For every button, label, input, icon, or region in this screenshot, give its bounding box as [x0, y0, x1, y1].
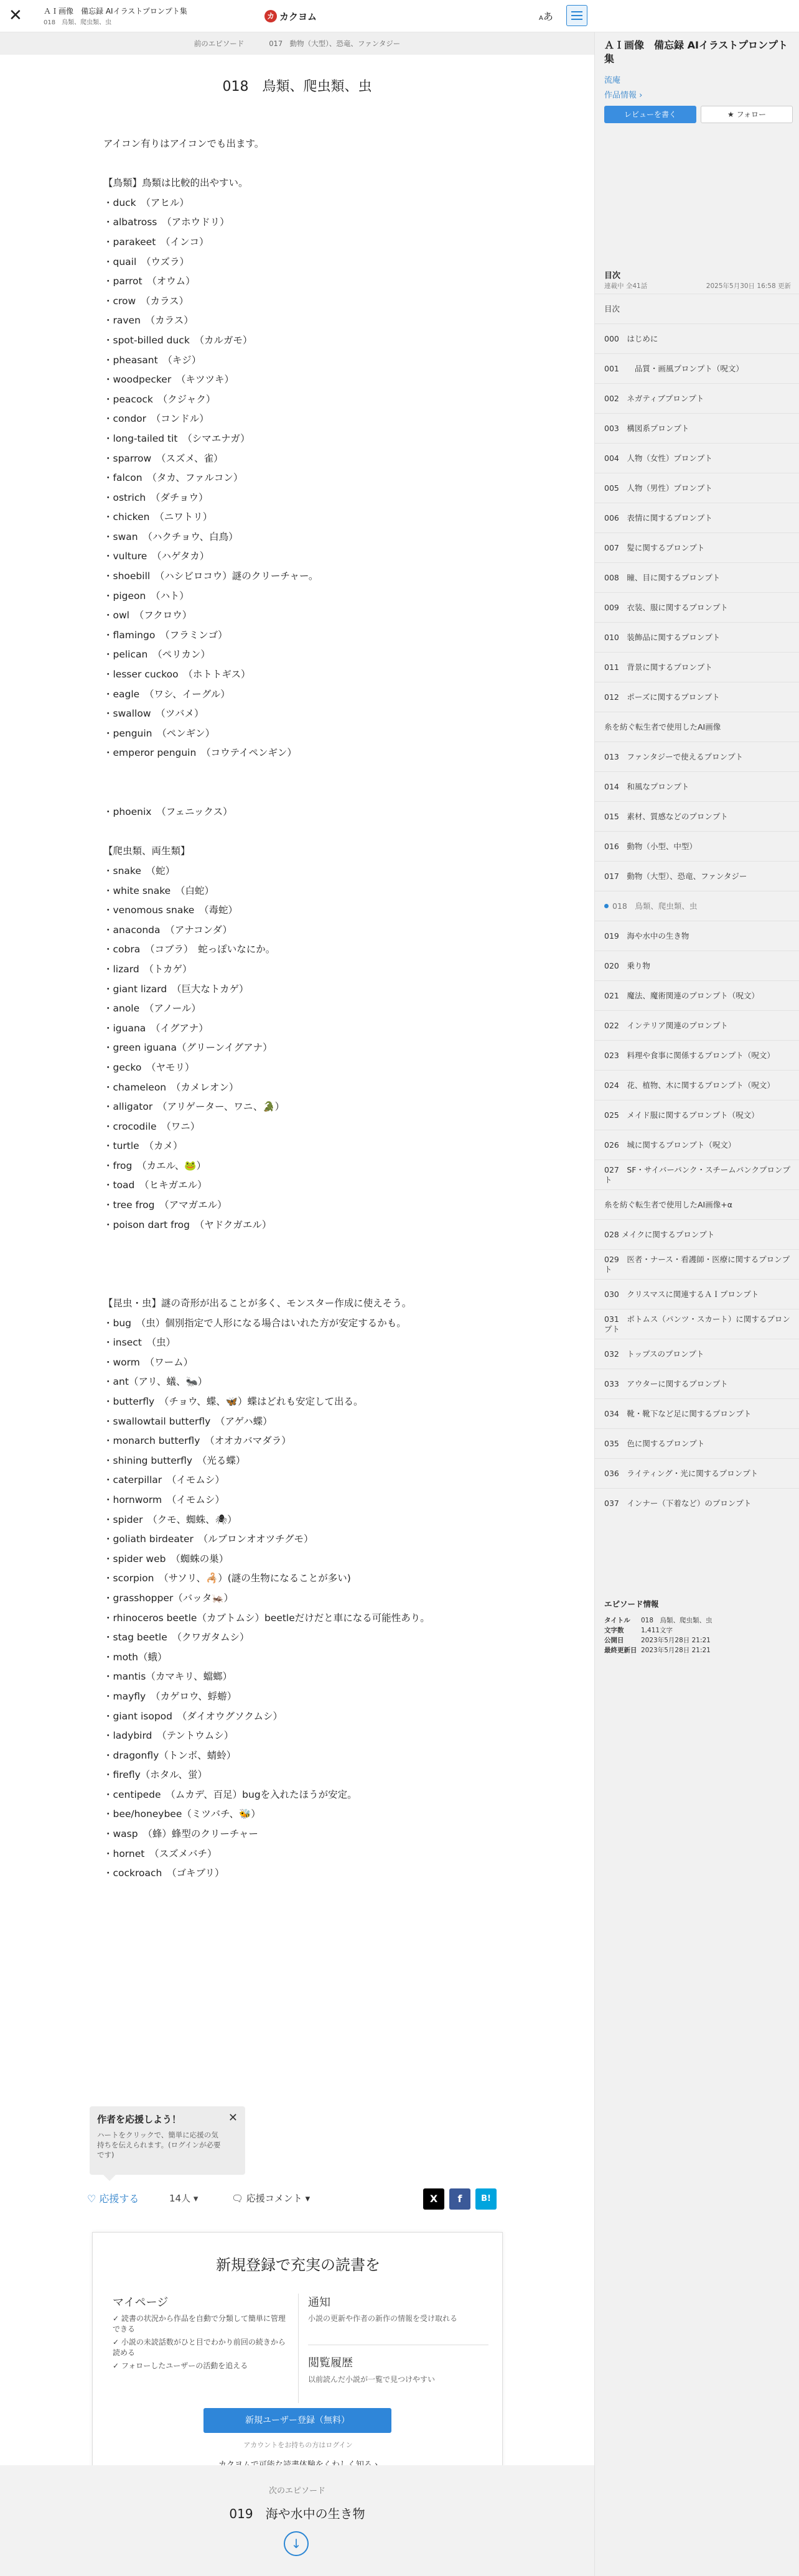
body-line: ・raven （カラス） [103, 315, 194, 327]
body-line: ・poison dart frog （ヤドクガエル） [103, 1219, 272, 1230]
toc-item[interactable] [595, 771, 799, 801]
body-line: ・phoenix （フェニックス） [103, 806, 233, 818]
toc-item-label: 007 髪に関するプロンプト [604, 542, 705, 552]
toc-item[interactable] [595, 801, 799, 831]
toc-item[interactable] [595, 1189, 799, 1219]
history-heading: 閲覧履歴 [308, 2356, 353, 2369]
episode-info-label: タイトル [604, 1617, 630, 1624]
body-line: ・goliath birdeater （ルブロンオオツチグモ） [103, 1533, 314, 1545]
toc-item-label: 022 インテリア関連のプロンプト [604, 1020, 728, 1030]
body-line: ・turtle （カメ） [103, 1140, 183, 1152]
toc-item[interactable] [595, 891, 799, 921]
sidebar [594, 32, 799, 2576]
episode-body [103, 134, 502, 1884]
toc-item-label: 012 ポーズに関するプロンプト [604, 692, 720, 702]
body-line: ・gecko （ヤモリ） [103, 1061, 195, 1073]
body-line: ・bug （虫）個別指定で人形になる場合はいれた方が安定するかも。 [103, 1317, 406, 1329]
body-line: ・sparrow （スズメ、雀） [103, 452, 223, 464]
body-line: ・long-tailed tit （シマエナガ） [103, 432, 250, 444]
toc-status: 連載中 全41話 [604, 282, 648, 290]
arrow-down-icon[interactable]: ↓ [284, 2531, 309, 2556]
body-line: アイコン有りはアイコンでも出ます。 [103, 138, 264, 149]
work-title[interactable]: ＡＩ画像 備忘録 AIイラストプロンプト集 [604, 39, 788, 65]
body-line: ・swallow （ツバメ） [103, 708, 204, 720]
mypage-item: ✓ 読書の状況から作品を自動で分類して簡単に管理できる [113, 2314, 286, 2333]
body-line: ・parrot （オウム） [103, 276, 195, 287]
tooltip-tail [103, 2175, 116, 2181]
toc-item[interactable] [595, 861, 799, 891]
cheer-tooltip [90, 2106, 245, 2175]
body-line: 【爬虫類、両生類】 [103, 845, 190, 857]
body-line: ・green iguana（グリーンイグアナ） [103, 1042, 273, 1054]
toc-item-label: 糸を紡ぐ転生者で使用したAI画像+α [604, 1199, 732, 1209]
toc-item-label: 037 インナー（下着など）のプロンプト [604, 1498, 752, 1508]
body-line: ・tree frog （アマガエル） [103, 1199, 227, 1211]
cheer-count[interactable]: 14人 ▾ [169, 2193, 199, 2204]
toc-item-label: 026 城に関するプロンプト（呪文） [604, 1140, 736, 1150]
hamburger-menu-icon[interactable] [566, 5, 587, 26]
toc-item[interactable] [595, 383, 799, 413]
toc-item[interactable] [595, 1249, 799, 1279]
logo-mark-icon: カ [264, 10, 277, 22]
body-line: ・wasp （蜂）蜂型のクリーチャー [103, 1828, 258, 1840]
body-line: ・condor （コンドル） [103, 413, 209, 425]
body-line: ・swan （ハクチョウ、白鳥） [103, 531, 238, 542]
toc-item-label: 029 医者・ナース・看護師・医療に関するプロンプト [604, 1254, 790, 1274]
episode-nav-bar [0, 32, 594, 55]
body-line: ・worm （ワーム） [103, 1356, 194, 1368]
toc-item-label: 035 色に関するプロンプト [604, 1438, 705, 1448]
toc-item-label: 024 花、植物、木に関するプロンプト（呪文） [604, 1080, 775, 1090]
body-line: ・white snake （白蛇） [103, 885, 214, 896]
toc-item[interactable] [595, 1369, 799, 1398]
register-title: 新規登録で充実の読書を [216, 2256, 380, 2274]
toc-item-label: 015 素材、質感などのプロンプト [604, 811, 728, 821]
body-line: ・eagle （ワシ、イーグル） [103, 688, 230, 700]
body-line: ・parakeet （インコ） [103, 236, 209, 248]
work-title-header[interactable]: ＡＩ画像 備忘録 AIイラストプロンプト集 [44, 7, 187, 16]
toc-item[interactable] [595, 1070, 799, 1100]
notify-text: 小説の更新や作者の新作の情報を受け取れる [308, 2314, 458, 2323]
cheer-title: 作者を応援しよう！ [97, 2114, 182, 2125]
body-line: ・butterfly （チョウ、蝶、🦋）蝶はどれも安定して出る。 [103, 1396, 363, 1407]
toc-item-label: 025 メイド服に関するプロンプト（呪文） [604, 1110, 759, 1120]
body-line: ・ostrich （ダチョウ） [103, 491, 208, 503]
body-line: ・grasshopper（バッタ🦗） [103, 1592, 234, 1604]
toc-item-label: 006 表情に関するプロンプト [604, 513, 713, 523]
body-line: ・insect （虫） [103, 1337, 176, 1349]
toc-item-label: 004 人物（女性）プロンプト [604, 453, 713, 463]
body-line: ・crow （カラス） [103, 295, 189, 307]
body-line: ・peacock （クジャク） [103, 393, 216, 405]
body-line: ・pheasant （キジ） [103, 354, 202, 366]
body-line: ・ladybird （テントウムシ） [103, 1730, 234, 1742]
font-size-button[interactable] [539, 9, 553, 23]
blank-line [103, 822, 502, 842]
toc-item[interactable] [595, 652, 799, 682]
body-line: ・crocodile （ワニ） [103, 1120, 200, 1132]
login-link[interactable]: アカウントをお持ちの方はログイン [243, 2441, 353, 2449]
x-share-icon[interactable]: X [423, 2188, 444, 2210]
review-button[interactable]: レビューを書く [604, 106, 696, 123]
toc-item[interactable] [595, 323, 799, 353]
toc-item[interactable] [595, 532, 799, 562]
top-header [0, 0, 799, 32]
body-line: ・hornworm （イモムシ） [103, 1494, 225, 1505]
body-line: 【昆虫・虫】謎の奇形が出ることが多く、モンスター作成に使えそう。 [103, 1298, 412, 1309]
body-line: ・spider （クモ、蜘蛛、🕷） [103, 1514, 237, 1525]
mypage-heading: マイページ [113, 2296, 169, 2309]
facebook-share-icon[interactable]: f [449, 2188, 470, 2210]
toc-item-label: 005 人物（男性）プロンプト [604, 483, 713, 493]
body-line: ・chicken （ニワトリ） [103, 511, 213, 523]
toc-item-label: 034 靴・靴下など足に関するプロンプト [604, 1408, 752, 1418]
toc-item-label: 023 料理や食事に関係するプロンプト（呪文） [604, 1050, 775, 1060]
toc-item[interactable] [595, 503, 799, 532]
episode-info-value: 2023年5月28日 21:21 [641, 1647, 711, 1654]
toc-item-label: 目次 [604, 304, 620, 314]
body-line: ・rhinoceros beetle（カブトムシ）beetleだけだと車になる可能性あり。 [103, 1612, 430, 1624]
body-line: ・chameleon （カメレオン） [103, 1081, 239, 1093]
body-line: ・toad （ヒキガエル） [103, 1179, 207, 1191]
body-line: ・giant lizard （巨大なトカゲ） [103, 983, 249, 995]
toc-item-label: 016 動物（小型、中型） [604, 841, 697, 851]
toc-item[interactable] [595, 1309, 799, 1339]
body-line: ・pelican （ペリカン） [103, 649, 210, 661]
body-line: ・snake （蛇） [103, 865, 175, 876]
toc-item-label: 014 和風なプロンプト [604, 781, 689, 791]
body-line: ・iguana （イグアナ） [103, 1022, 208, 1034]
notify-heading: 通知 [308, 2296, 330, 2309]
toc-item[interactable] [595, 1219, 799, 1249]
episode-info-heading: エピソード情報 [604, 1599, 659, 1609]
toc-item[interactable] [595, 1488, 799, 1518]
toc-item-label: 018 鳥類、爬虫類、虫 [612, 901, 698, 911]
toc-item[interactable] [595, 1398, 799, 1428]
body-line: ・swallowtail butterfly （アゲハ蝶） [103, 1415, 273, 1427]
kakuyomu-logo[interactable] [264, 9, 317, 24]
episode-subtitle-header: 018 鳥類、爬虫類、虫 [44, 19, 112, 26]
body-line: ・duck （アヒル） [103, 197, 189, 208]
body-line: ・caterpillar （イモムシ） [103, 1474, 225, 1486]
body-line: ・dragonfly（トンボ、蜻蛉） [103, 1749, 236, 1761]
toc-item-label: 糸を紡ぐ転生者で使用したAI画像 [604, 722, 721, 732]
toc-item-label: 033 アウターに関するプロンプト [604, 1379, 728, 1388]
body-line: ・pigeon （ハト） [103, 590, 189, 602]
body-line: ・venomous snake （毒蛇） [103, 904, 238, 916]
episode-info-value: 2023年5月28日 21:21 [641, 1637, 711, 1644]
body-line: ・shoebill （ハシビロコウ）謎のクリーチャー。 [103, 570, 319, 582]
toc-item-label: 031 ボトムス（パンツ・スカート）に関するプロンプト [604, 1314, 790, 1334]
body-line: ・falcon （タカ、ファルコン） [103, 472, 243, 484]
toc-item[interactable] [595, 1100, 799, 1130]
episode-info-label: 文字数 [604, 1627, 624, 1634]
body-line: ・cobra （コブラ） 蛇っぽいなにか。 [103, 944, 276, 956]
toc-item-label: 008 瞳、目に関するプロンプト [604, 572, 721, 582]
blank-line [103, 1255, 502, 1275]
toc-item-label: 000 はじめに [604, 333, 658, 343]
toc-item[interactable] [595, 712, 799, 742]
next-episode-label: 次のエピソード [268, 2486, 325, 2496]
episode-info-label: 最終更新日 [604, 1647, 637, 1654]
toc-heading: 目次 [604, 271, 621, 281]
toc-item[interactable] [595, 1339, 799, 1369]
episode-info-label: 公開日 [604, 1637, 624, 1644]
cheer-button[interactable]: ♡ 応援する [87, 2193, 139, 2205]
logo-text: カクヨム [279, 11, 317, 22]
toc-list [595, 294, 799, 1518]
font-small-glyph: A [539, 15, 543, 22]
toc-item-label: 017 動物（大型）、恐竜、ファンタジー [604, 871, 747, 881]
body-line: ・anole （アノール） [103, 1003, 201, 1015]
toc-item[interactable] [595, 1130, 799, 1160]
font-large-glyph: あ [543, 11, 553, 22]
toc-item-label: 020 乗り物 [604, 960, 650, 970]
body-line: ・albatross （アホウドリ） [103, 216, 230, 228]
toc-item[interactable] [595, 980, 799, 1010]
next-episode-section [0, 2465, 594, 2576]
toc-updated: 2025年5月30日 16:58 更新 [706, 282, 791, 290]
episode-main [0, 55, 594, 2465]
cheer-comment-button[interactable]: 🗨 応援コメント ▾ [231, 2193, 311, 2204]
body-line: ・lizard （トカゲ） [103, 963, 192, 975]
body-line: ・moth（蛾） [103, 1651, 167, 1663]
body-line: ・woodpecker （キツツキ） [103, 374, 234, 386]
body-line: ・shining butterfly （光る蝶） [103, 1454, 246, 1466]
body-line: ・vulture （ハゲタカ） [103, 551, 210, 562]
toc-item[interactable] [595, 443, 799, 473]
episode-title: 018 鳥類、爬虫類、虫 [222, 79, 372, 95]
prev-episode-title[interactable]: 017 動物（大型）、恐竜、ファンタジー [269, 39, 401, 48]
next-episode-title[interactable]: 019 海や水中の生き物 [229, 2506, 365, 2521]
toc-item-label: 002 ネガティブプロンプト [604, 393, 704, 403]
toc-item[interactable] [595, 562, 799, 592]
cheer-text: ハートをクリックで、簡単に応援の気持ちを伝えられます。(ログインが必要です) [97, 2131, 221, 2159]
body-line: ・emperor penguin （コウテイペンギン） [103, 747, 297, 759]
follow-button[interactable]: ★ フォロー [701, 106, 793, 123]
toc-item[interactable] [595, 592, 799, 622]
toc-item[interactable] [595, 413, 799, 443]
toc-item[interactable] [595, 353, 799, 383]
toc-item-label: 027 SF・サイバーパンク・スチームパンクプロンプト [604, 1165, 790, 1184]
body-line: ・scorpion （サソリ、🦂）(謎の生物になることが多い) [103, 1573, 351, 1584]
blank-line [103, 1274, 502, 1294]
body-line: ・centipede （ムカデ、百足）bugを入れたほうが安定。 [103, 1788, 357, 1800]
body-line: ・alligator （アリゲーター、ワニ、🐊） [103, 1101, 285, 1113]
toc-item-label: 036 ライティング・光に関するプロンプト [604, 1468, 759, 1478]
episode-info-value: 018 鳥類、爬虫類、虫 [641, 1617, 713, 1624]
mypage-item: ✓ 小説の未読話数がひと目でわかり前回の続きから読める [113, 2338, 286, 2357]
toc-item-label: 001 品質・画風プロンプト（呪文） [604, 363, 744, 373]
toc-item[interactable] [595, 682, 799, 712]
toc-item-label: 013 ファンタジーで使えるプロンプト [604, 751, 744, 761]
body-line: ・monarch butterfly （オオカバマダラ） [103, 1435, 291, 1447]
body-line: 【鳥類】鳥類は比較的出やすい。 [103, 177, 248, 189]
toc-item-label: 021 魔法、魔術関連のプロンプト（呪文） [604, 990, 759, 1000]
blank-line [103, 783, 502, 803]
toc-item[interactable] [595, 1428, 799, 1458]
toc-item[interactable] [595, 951, 799, 980]
episode-actions [87, 2188, 504, 2207]
toc-item-label: 028 メイクに関するプロンプト [604, 1229, 715, 1239]
body-line: ・bee/honeybee（ミツバチ、🐝） [103, 1808, 261, 1820]
register-card [92, 2232, 503, 2493]
prev-episode-link[interactable]: 前のエピソード [194, 39, 245, 48]
toc-item[interactable] [595, 1160, 799, 1189]
body-line: ・ant（アリ、蟻、🐜） [103, 1376, 208, 1388]
hatena-share-icon[interactable]: B! [475, 2188, 497, 2210]
toc-item[interactable] [595, 831, 799, 861]
body-line: ・frog （カエル、🐸） [103, 1160, 207, 1171]
episode-info-value: 1,411文字 [641, 1627, 673, 1634]
body-line: ・stag beetle （クワガタムシ） [103, 1632, 250, 1644]
toc-item[interactable] [595, 1458, 799, 1488]
body-line: ・cockroach （ゴキブリ） [103, 1867, 225, 1879]
close-icon[interactable]: ✕ [228, 2111, 238, 2124]
author-link[interactable]: 流庵 [604, 76, 621, 85]
body-line: ・flamingo （フラミンゴ） [103, 629, 228, 641]
toc-item[interactable] [595, 294, 799, 323]
toc-item[interactable] [595, 1279, 799, 1309]
toc-item[interactable] [595, 1010, 799, 1040]
body-line: ・penguin （ペンギン） [103, 727, 215, 739]
work-info-link[interactable]: 作品情報 › [604, 91, 643, 100]
body-line: ・firefly（ホタル、蛍） [103, 1769, 208, 1781]
body-line: ・mantis（カマキリ、蟷螂） [103, 1671, 233, 1683]
divider [298, 2294, 299, 2403]
body-line: ・spot-billed duck （カルガモ） [103, 334, 253, 346]
toc-item-label: 030 クリスマスに関連するＡＩプロンプト [604, 1289, 759, 1299]
toc-item-label: 032 トップスのプロンプト [604, 1349, 704, 1359]
toc-item-label: 003 構図系プロンプト [604, 423, 689, 433]
toc-item[interactable] [595, 742, 799, 771]
toc-item[interactable] [595, 473, 799, 503]
toc-item[interactable] [595, 622, 799, 652]
body-line: ・giant isopod （ダイオウグソクムシ） [103, 1710, 283, 1722]
register-button[interactable]: 新規ユーザー登録（無料） [203, 2408, 391, 2433]
blank-line [103, 763, 502, 783]
toc-item-label: 009 衣装、服に関するプロンプト [604, 602, 728, 612]
toc-item-label: 019 海や水中の生き物 [604, 931, 689, 941]
body-line: ・lesser cuckoo （ホトトギス） [103, 669, 251, 681]
toc-item[interactable] [595, 1040, 799, 1070]
body-line: ・spider web （蜘蛛の巣） [103, 1553, 229, 1565]
close-icon[interactable]: ✕ [9, 6, 22, 25]
blank-line [103, 1235, 502, 1255]
body-line: ・mayfly （カゲロウ、蜉蝣） [103, 1690, 237, 1702]
history-text: 以前読んだ小説が一覧で見つけやすい [308, 2375, 436, 2384]
blank-line [103, 154, 502, 174]
body-line: ・owl （フクロウ） [103, 610, 192, 621]
toc-item-label: 010 装飾品に関するプロンプト [604, 632, 721, 642]
body-line: ・anaconda （アナコンダ） [103, 924, 232, 936]
toc-item[interactable] [595, 921, 799, 951]
toc-item-label: 011 背景に関するプロンプト [604, 662, 713, 672]
body-line: ・hornet （スズメバチ） [103, 1848, 217, 1859]
body-line: ・quail （ウズラ） [103, 256, 190, 267]
mypage-item: ✓ フォローしたユーザーの活動を追える [113, 2361, 248, 2370]
